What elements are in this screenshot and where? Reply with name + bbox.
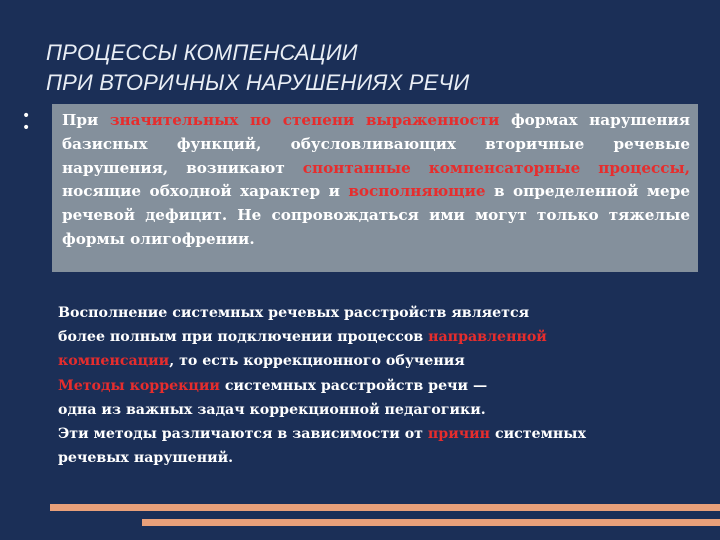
bullet-markers — [22, 110, 42, 134]
p2-line-3 — [58, 349, 680, 373]
title-line-1: ПРОЦЕССЫ КОМПЕНСАЦИИ — [46, 40, 358, 65]
p2-l3-text: , то есть коррекционного обучения — [169, 353, 465, 370]
p2-l6-text-2: системных — [490, 426, 586, 443]
p1-text-4: в определенной мере речевой дефицит. Не сопровождаться ими могут только тяжелые формы олигофрении. — [62, 182, 690, 248]
p2-line-6 — [58, 422, 680, 446]
p2-line-4 — [58, 374, 680, 398]
paragraph-spontaneous-compensation — [62, 109, 690, 252]
p2-line-1 — [58, 301, 680, 325]
p2-l4-red: Методы коррекции — [58, 377, 220, 394]
decorative-bar-bottom — [142, 519, 720, 526]
p2-line-5 — [58, 398, 680, 422]
bullet-dot-1: • — [22, 108, 31, 124]
p2-l7-text: речевых нарушений. — [58, 450, 234, 467]
p2-l5-text: одна из важных задач коррекционной педагогики. — [58, 401, 486, 418]
paragraph-directed-compensation — [58, 301, 680, 470]
p2-l3-red: компенсации — [58, 353, 170, 370]
p2-l6-text: Эти методы различаются в зависимости от — [58, 426, 428, 443]
p1-red-spontaneous: спонтанные компенсаторные процессы, — [302, 158, 691, 177]
p2-line-7 — [58, 446, 680, 470]
decorative-bar-top — [50, 504, 720, 511]
p1-red-replenishing: восполняющие — [348, 182, 486, 201]
p2-l1-text: Восполнение системных речевых расстройств является — [58, 305, 530, 321]
slide-title — [46, 38, 686, 98]
p2-l6-red: причин — [427, 426, 491, 443]
p1-red-severity: значительных по степени выраженности — [109, 111, 500, 129]
p2-l4-text: системных расстройств речи — — [219, 377, 488, 394]
p2-line-2 — [58, 325, 680, 349]
p1-text-2: формах нарушения базисных функций, обусловливающих вторичные речевые нарушения, возникают — [62, 111, 690, 177]
bullet-dot-2: • — [22, 120, 31, 136]
p1-text-1: При — [62, 111, 110, 129]
p2-l2-text: более полным при подключении процессов — [58, 329, 429, 346]
p1-text-3: носящие обходной характер и — [62, 182, 349, 201]
p2-l2-red: направленной — [428, 329, 547, 346]
title-line-2: ПРИ ВТОРИЧНЫХ НАРУШЕНИЯХ РЕЧИ — [46, 70, 470, 95]
